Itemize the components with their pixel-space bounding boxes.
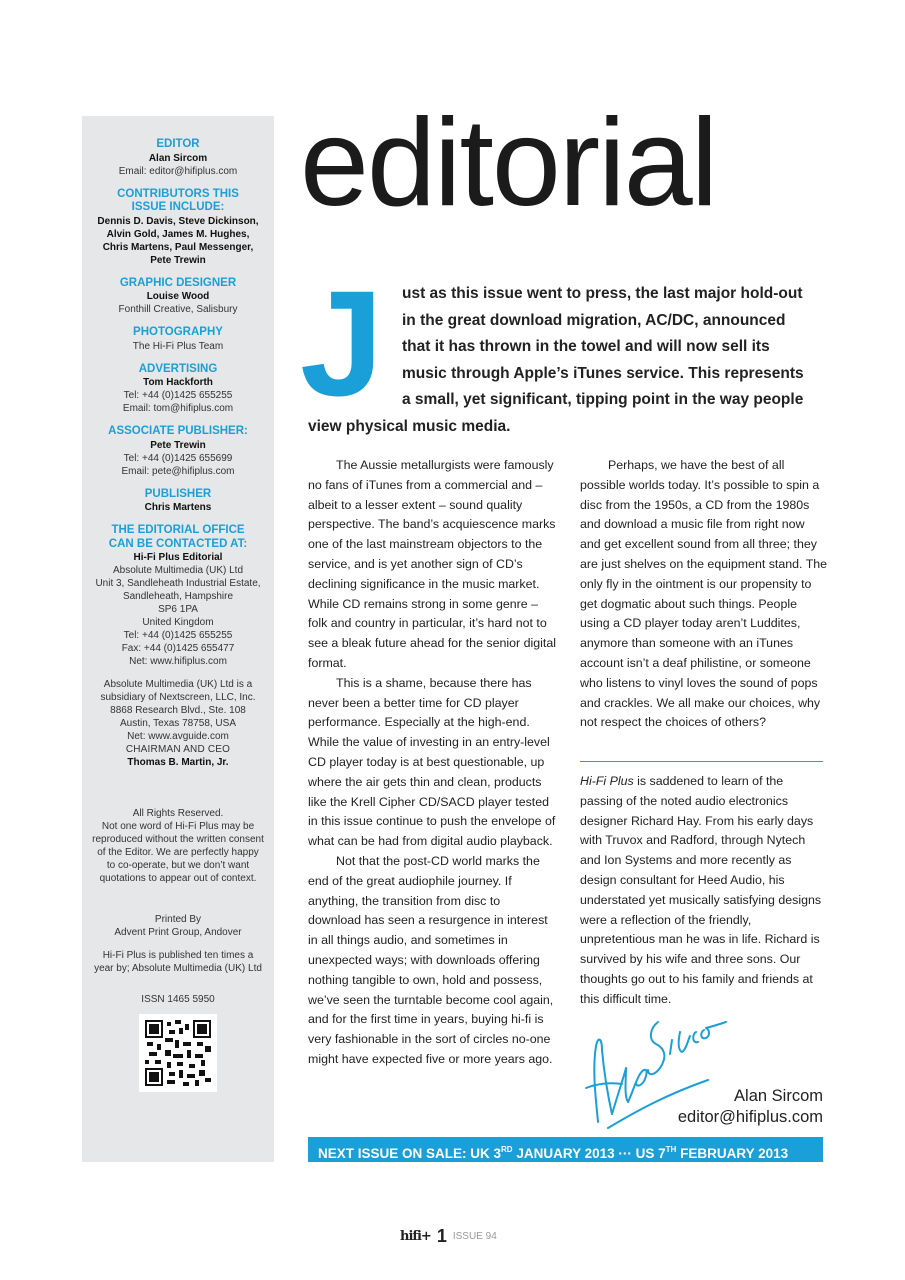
- contributors-line-3: Chris Martens, Paul Messenger,: [102, 241, 254, 253]
- issn: ISSN 1465 5950: [141, 994, 215, 1005]
- banner-prefix: NEXT ISSUE ON SALE: UK 3: [318, 1146, 502, 1161]
- page-footer: [400, 1226, 497, 1247]
- associate-publisher-heading: ASSOCIATE PUBLISHER:: [108, 425, 248, 437]
- subsidiary-line-1: Absolute Multimedia (UK) Ltd is a: [103, 679, 253, 690]
- qr-code[interactable]: [139, 1014, 217, 1092]
- photography-heading: PHOTOGRAPHY: [133, 326, 223, 338]
- lead-line-3: that it has thrown in the towel and will now sell its: [402, 338, 770, 355]
- office-line-3: Sandleheath, Hampshire: [122, 591, 234, 602]
- subsidiary-line-3: 8868 Research Blvd., Ste. 108: [110, 705, 246, 716]
- drop-cap: J: [300, 259, 384, 427]
- banner-us-date: FEBRUARY 2013: [676, 1146, 789, 1161]
- editor-name: Alan Sircom: [148, 152, 208, 164]
- rights-line-3: reproduced without the written consent: [92, 834, 264, 845]
- associate-publisher-name: Pete Trewin: [150, 439, 206, 451]
- printed-line-2: Advent Print Group, Andover: [114, 927, 242, 938]
- obituary-column: [580, 772, 828, 1010]
- paragraph-3: Not that the post-CD world marks the end of the great audiophile journey. If anything, the transition from disc to download has seen a resurgence in interest in all things audio, and sometimes in unexpected ways; with downloads offering nothing tangible to own, hold and possess, we’ve seen the turntable become cool again, and for the first time in years, buying hi-fi is very fashionable in the sort of circles no-one might have expected five or more years ago.: [308, 853, 554, 1066]
- lead-line-2: in the great download migration, AC/DC, announced: [402, 311, 786, 329]
- office-line-8[interactable]: Net: www.hifiplus.com: [129, 656, 227, 667]
- office-line-6: Tel: +44 (0)1425 655255: [123, 630, 233, 641]
- office-line-2: Unit 3, Sandleheath Industrial Estate,: [95, 578, 261, 589]
- office-heading-2: CAN BE CONTACTED AT:: [108, 537, 248, 550]
- body-column-1: [308, 456, 556, 1070]
- office-line-5: United Kingdom: [142, 617, 214, 628]
- paragraph-4: Perhaps, we have the best of all possible worlds today. It’s possible to spin a disc from the 1950s, a CD from the 1980s and download a music file from right now and get excellent sound from all three; they are just shelves on the equipment stand. The only fly in the ointment is our propensity to get dogmatic about such things. People using a CD player today aren’t Luddites, anymore than someone with an iTunes account isn’t a deaf philistine, or someone who listens to vinyl loves the sound of pops and crackles. We all make our choices, why not respect the choices of others?: [580, 458, 828, 730]
- lead-line-6: view physical music media.: [308, 418, 511, 435]
- editor-heading: EDITOR: [156, 138, 200, 150]
- office-line-4: SP6 1PA: [158, 604, 198, 615]
- associate-publisher-email[interactable]: Email: pete@hifiplus.com: [121, 465, 235, 477]
- advertising-tel: Tel: +44 (0)1425 655255: [123, 390, 233, 401]
- lead-line-1: ust as this issue went to press, the last major hold-out: [402, 285, 803, 302]
- signature-block: [678, 1086, 823, 1128]
- rights-line-2: Not one word of Hi-Fi Plus may be: [101, 821, 255, 832]
- rights-line-1: All Rights Reserved.: [132, 808, 224, 819]
- banner-uk-ordinal: RD: [501, 1145, 513, 1154]
- associate-publisher-tel: Tel: +44 (0)1425 655699: [123, 452, 233, 464]
- lead-line-5: a small, yet significant, tipping point in the way people: [402, 391, 804, 408]
- rights-line-4: of the Editor. We are perfectly happy: [97, 847, 259, 858]
- hifiplus-logo: hifi+: [400, 1229, 431, 1244]
- chairman-title: CHAIRMAN AND CEO: [125, 744, 231, 755]
- contributors-heading-1: CONTRIBUTORS THIS: [117, 187, 239, 200]
- subsidiary-line-4: Austin, Texas 78758, USA: [120, 718, 236, 729]
- body-column-2: [580, 456, 828, 733]
- obituary-paragraph: [580, 772, 828, 1010]
- subsidiary-line-2: subsidiary of Nextscreen, LLC, Inc.: [100, 692, 256, 703]
- subsidiary-section: [82, 678, 274, 769]
- magazine-name: Hi-Fi Plus: [580, 774, 634, 788]
- subsidiary-line-5[interactable]: Net: www.avguide.com: [127, 731, 229, 742]
- published-line-1: Hi-Fi Plus is published ten times a: [102, 950, 254, 961]
- publisher-heading: PUBLISHER: [144, 487, 212, 500]
- lead-line-4: music through Apple’s iTunes service. This represents: [402, 364, 804, 382]
- office-line-7: Fax: +44 (0)1425 655477: [121, 643, 235, 654]
- advertising-email[interactable]: Email: tom@hifiplus.com: [122, 403, 234, 414]
- advertising-section: [82, 363, 274, 416]
- office-heading-1: THE EDITORIAL OFFICE: [111, 524, 245, 536]
- advertising-heading: ADVERTISING: [138, 362, 218, 375]
- rights-section: [82, 807, 274, 885]
- designer-name: Louise Wood: [146, 291, 210, 302]
- obituary-text: is saddened to learn of the passing of the noted audio electronics designer Richard Hay. From his early days with Truvox and Radford, through Nytech and Ion Systems and more recently as design consultant for Heed Audio, his understated yet musically satisfying designs were a reflection of the friendly, unpretentious man he was in life. Richard is survived by his wife and three sons. Our thoughts go out to his family and friends at this difficult time.: [580, 774, 822, 1006]
- paragraph-1: The Aussie metallurgists were famously no fans of iTunes from a commercial and – albeit to a lesser extent – sound quality perspective. The band’s acquiescence marks one of the last mainstream objectors to the service, and is yet another sign of CD’s declining significance in the music market. While CD remains strong in some genre – folk and country in particular, it’s hard not to see a bleak future ahead for the senior digital format.: [308, 458, 556, 670]
- issue-number: ISSUE 94: [452, 1231, 497, 1242]
- publisher-section: [82, 488, 274, 515]
- contributors-heading-2: ISSUE INCLUDE:: [131, 201, 225, 213]
- page-number: 1: [436, 1226, 447, 1246]
- photography-section: [82, 326, 274, 353]
- rights-line-6: quotations to appear out of context.: [99, 873, 257, 884]
- designer-heading: GRAPHIC DESIGNER: [119, 276, 237, 289]
- signature-name: Alan Sircom: [734, 1087, 823, 1105]
- advertising-name: Tom Hackforth: [143, 377, 213, 388]
- paragraph-2: This is a shame, because there has never been a better time for CD player performance. Especially at the high-end. While the value of investing in an entry-level CD player today is at best questionable, up where the air gets thin and clean, products like the Krell Cipher CD/SACD player tested in this issue continue to push the envelope of what can be had from digital audio playback.: [308, 675, 556, 849]
- printed-line-1: Printed By: [154, 914, 202, 925]
- printed-section: [82, 913, 274, 939]
- designer-company: Fonthill Creative, Salisbury: [118, 304, 238, 315]
- contributors-line-2: Alvin Gold, James M. Hughes,: [106, 228, 250, 240]
- page-title: editorial: [300, 94, 717, 232]
- editor-section: [82, 138, 274, 178]
- chairman-name: Thomas B. Martin, Jr.: [127, 757, 229, 768]
- office-name: Hi-Fi Plus Editorial: [133, 552, 223, 563]
- signature-email[interactable]: editor@hifiplus.com: [677, 1108, 823, 1126]
- published-line-2: year by; Absolute Multimedia (UK) Ltd: [94, 963, 262, 974]
- contributors-line-1: Dennis D. Davis, Steve Dickinson,: [97, 215, 259, 227]
- banner-us-ordinal: TH: [665, 1145, 677, 1154]
- contributors-line-4: Pete Trewin: [150, 254, 206, 266]
- photography-name: The Hi-Fi Plus Team: [132, 340, 224, 352]
- published-section: [82, 949, 274, 975]
- contributors-section: [82, 188, 274, 267]
- next-issue-banner: [308, 1137, 823, 1162]
- lead-paragraph: [402, 281, 827, 414]
- associate-publisher-section: [82, 425, 274, 478]
- masthead-sidebar: [82, 116, 274, 1162]
- office-section: [82, 524, 274, 668]
- designer-section: [82, 277, 274, 317]
- column-divider: [580, 761, 823, 762]
- editor-email[interactable]: Email: editor@hifiplus.com: [118, 165, 238, 177]
- qr-code-icon: [145, 1020, 211, 1086]
- banner-uk-date: JANUARY 2013 ··· US 7: [512, 1146, 666, 1161]
- publisher-name: Chris Martens: [144, 502, 212, 513]
- rights-line-5: to co-operate, but we don’t want: [106, 860, 250, 871]
- office-line-1: Absolute Multimedia (UK) Ltd: [112, 565, 244, 576]
